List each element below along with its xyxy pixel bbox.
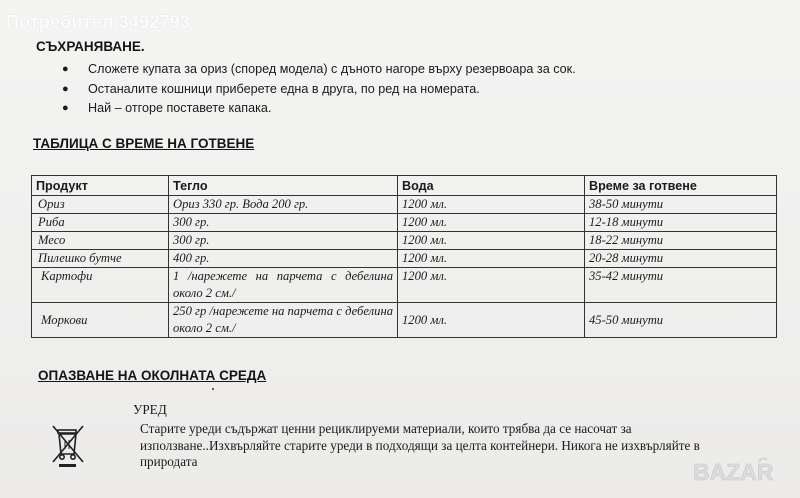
table-row [32, 268, 777, 303]
bazar-logo [689, 450, 797, 494]
cell-time: 38-50 минути [585, 196, 777, 214]
cell-weight: 1 /нарежете на парчета с дебелина около 2 см./ [169, 268, 398, 303]
cell-product: Ориз [32, 196, 169, 214]
cell-time: 35-42 минути [585, 268, 777, 303]
cooking-table-title: ТАБЛИЦА С ВРЕМЕ НА ГОТВЕНЕ [33, 136, 255, 151]
cell-weight: 250 гр /нарежете на парчета с дебелина около 2 см./ [169, 303, 398, 338]
header-cooking-time: Време за готвене [585, 176, 777, 196]
cell-product: Месо [32, 232, 169, 250]
cell-time: 12-18 минути [585, 214, 777, 232]
cell-product: Риба [32, 214, 169, 232]
table-row [32, 232, 777, 250]
cooking-time-table [31, 175, 777, 338]
cell-water: 1200 мл. [398, 214, 585, 232]
cell-water: 1200 мл. [398, 250, 585, 268]
cell-time: 20-28 минути [585, 250, 777, 268]
stray-dot [212, 388, 214, 390]
bullet-icon: ● [62, 82, 69, 95]
cell-product: Моркови [32, 303, 169, 338]
header-weight: Тегло [169, 176, 398, 196]
cell-weight: Ориз 330 гр. Вода 200 гр. [169, 196, 398, 214]
cell-weight: 400 гр. [169, 250, 398, 268]
device-label: УРЕД [133, 402, 167, 417]
table-row [32, 196, 777, 214]
table-row [32, 250, 777, 268]
watermark-text: Потребител 3492793 [6, 12, 191, 32]
cell-water: 1200 мл. [398, 196, 585, 214]
logo-text: BAZAR [693, 459, 774, 485]
bullet-icon: ● [62, 63, 69, 75]
header-product: Продукт [32, 176, 169, 196]
cell-weight: 300 гр. [169, 214, 398, 232]
list-item: ● Останалите кошници приберете една в друга, по ред на номерата. [62, 80, 576, 100]
bullet-icon: ● [62, 102, 69, 114]
table-header-row [32, 176, 777, 196]
crossed-out-wheelie-bin-icon [48, 420, 88, 470]
cell-product: Пилешко бутче [32, 250, 169, 268]
storage-bullet-list [62, 60, 576, 119]
table-row [32, 303, 777, 338]
cell-water: 1200 мл. [398, 232, 585, 250]
header-water: Вода [398, 176, 585, 196]
cell-time: 18-22 минути [585, 232, 777, 250]
device-disposal-text: Старите уреди съдържат ценни рециклируеми материали, които трябва да се насочат за използване..Изхвърляйте старите уреди в подходящи за целта контейнери. Никога не изхвърляйте в природата [140, 421, 700, 469]
cell-water: 1200 мл. [398, 268, 585, 303]
cell-water: 1200 мл. [398, 303, 585, 338]
list-item: ● Най – отгоре поставете капака. [62, 99, 576, 119]
cell-product: Картофи [32, 268, 169, 303]
storage-title: СЪХРАНЯВАНЕ. [36, 39, 145, 54]
cell-weight: 300 гр. [169, 232, 398, 250]
cell-time: 45-50 минути [585, 303, 777, 338]
environment-title: ОПАЗВАНЕ НА ОКОЛНАТА СРЕДА [38, 368, 267, 383]
list-item: ● Сложете купата за ориз (според модела) с дъното нагоре върху резервоара за сок. [62, 60, 576, 80]
table-row [32, 214, 777, 232]
